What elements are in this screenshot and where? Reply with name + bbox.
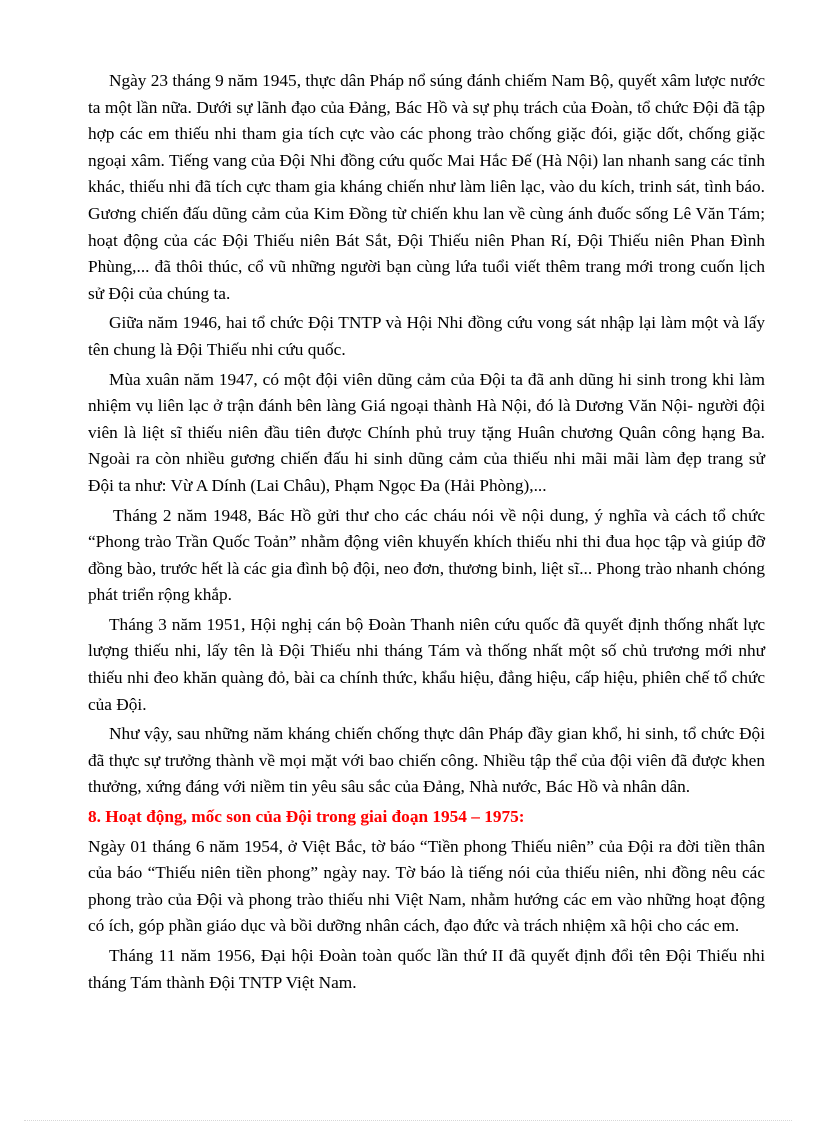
paragraph-1947: Mùa xuân năm 1947, có một đội viên dũng cảm của Đội ta đã anh dũng hi sinh trong khi làm nhiệm vụ liên lạc ở trận đánh bên làng Giá ngoại thành Hà Nội, đó là Dương Văn Nội- người đội viên là liệt sĩ thiếu niên đầu tiên được Chính phủ truy tặng Huân chương Quân công hạng Ba. Ngoài ra còn nhiều gương chiến đấu hi sinh dũng cảm của thiếu nhi mãi mãi làm đẹp trang sử Đội ta như: Vừ A Dính (Lai Châu), Phạm Ngọc Đa (Hải Phòng),... [88, 369, 765, 495]
paragraph-1951: Tháng 3 năm 1951, Hội nghị cán bộ Đoàn Thanh niên cứu quốc đã quyết định thống nhất lực lượng thiếu nhi, lấy tên là Đội Thiếu nhi tháng Tám và thống nhất một số chủ trương mới như thiếu nhi đeo khăn quàng đỏ, bài ca chính thức, khẩu hiệu, đẳng hiệu, cấp hiệu, phiên chế tổ chức của Đội. [88, 614, 765, 714]
paragraph-1956: Tháng 11 năm 1956, Đại hội Đoàn toàn quốc lần thứ II đã quyết định đổi tên Đội Thiếu nhi tháng Tám thành Đội TNTP Việt Nam. [88, 946, 765, 992]
paragraph-1946: Giữa năm 1946, hai tổ chức Đội TNTP và Hội Nhi đồng cứu vong sát nhập lại làm một và lấy tên chung là Đội Thiếu nhi cứu quốc. [88, 313, 765, 359]
paragraph-1945: Ngày 23 tháng 9 năm 1945, thực dân Pháp nổ súng đánh chiếm Nam Bộ, quyết xâm lược nước ta một lần nữa. Dưới sự lãnh đạo của Đảng, Bác Hồ và sự phụ trách của Đoàn, tổ chức Đội đã tập hợp các em thiếu nhi tham gia tích cực vào các phong trào chống giặc đói, giặc dốt, chống giặc ngoại xâm. Tiếng vang của Đội Nhi đồng cứu quốc Mai Hắc Đế (Hà Nội) lan nhanh sang các tỉnh khác, thiếu nhi đã tích cực tham gia kháng chiến như làm liên lạc, vào du kích, trinh sát, tình báo. Gương chiến đấu dũng cảm của Kim Đồng từ chiến khu lan về cùng ánh đuốc sống Lê Văn Tám; hoạt động của các Đội Thiếu niên Bát Sắt, Đội Thiếu niên Phan Rí, Đội Thiếu niên Phan Đình Phùng,... đã thôi thúc, cổ vũ những người bạn cùng lứa tuổi viết thêm trang mới trong cuốn lịch sử Đội của chúng ta. [88, 71, 765, 303]
paragraph-1948: Tháng 2 năm 1948, Bác Hồ gửi thư cho các cháu nói về nội dung, ý nghĩa và cách tổ chức “Phong trào Trần Quốc Toản” nhằm động viên khuyến khích thiếu nhi thi đua học tập và giúp đỡ đồng bào, trước hết là các gia đình bộ đội, neo đơn, thương binh, liệt sĩ... Phong trào nhanh chóng phát triển rộng khắp. [88, 505, 765, 605]
page-bottom-divider [24, 1120, 792, 1121]
section-heading: 8. Hoạt động, mốc son của Đội trong giai đoạn 1954 – 1975: [88, 807, 525, 827]
paragraph-1954: Ngày 01 tháng 6 năm 1954, ở Việt Bắc, tờ báo “Tiền phong Thiếu niên” của Đội ra đời tiền thân của báo “Thiếu niên tiền phong” ngày nay. Tờ báo là tiếng nói của thiếu niên, nhi đồng nêu các phong trào của Đội và phong trào thiếu nhi Việt Nam, nhằm hướng các em vào những hoạt động có ích, góp phần giáo dục và bồi dưỡng nhân cách, đạo đức và trách nhiệm xã hội cho các em. [88, 836, 765, 936]
document-body [88, 68, 765, 999]
paragraph-summary: Như vậy, sau những năm kháng chiến chống thực dân Pháp đầy gian khổ, hi sinh, tổ chức Đội đã thực sự trưởng thành về mọi mặt với bao chiến công. Nhiều tập thể của đội viên đã được khen thưởng, xứng đáng với niềm tin yêu sâu sắc của Đảng, Nhà nước, Bác Hồ và nhân dân. [88, 724, 765, 797]
